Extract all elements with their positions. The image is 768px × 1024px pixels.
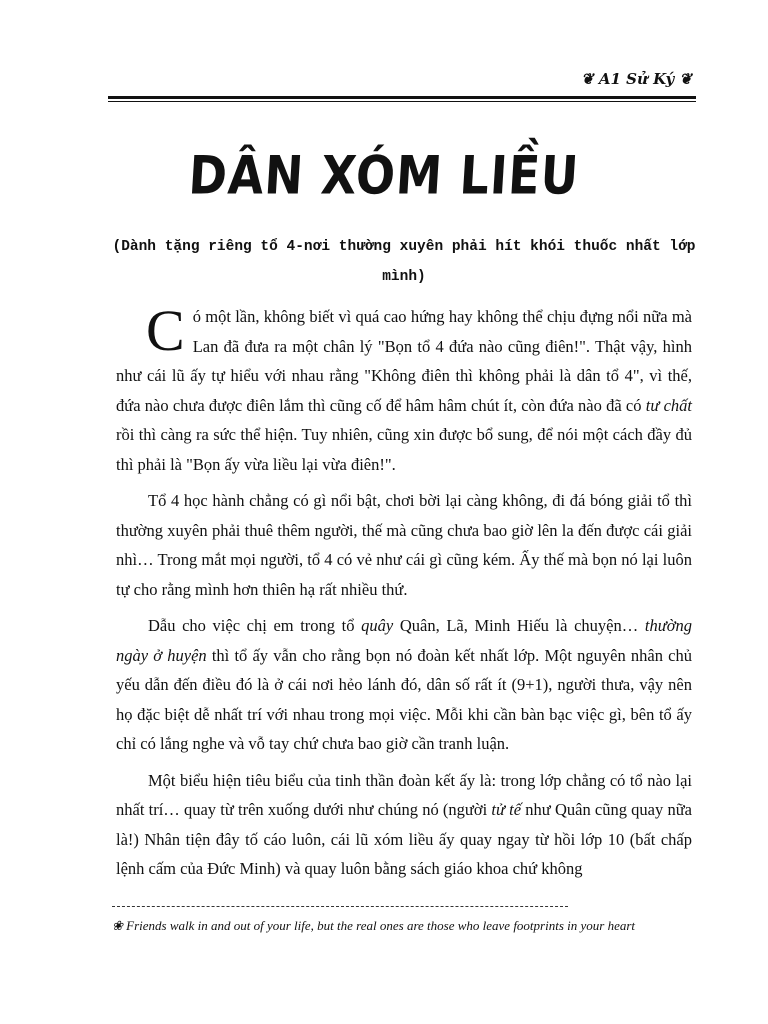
paragraph-3-text-b: Quân, Lã, Minh Hiếu là chuyện… [393,616,645,635]
paragraph-2-text: Tổ 4 học hành chẳng có gì nổi bật, chơi bời lại càng không, đi đá bóng giải tổ thì thường xuyên phải thuê thêm người, thế mà cũng chưa bao giờ lên la đến được cái giải nhì… Trong mắt mọi người, tổ 4 có vẻ như cái gì cũng kém. Ấy thế mà bọn nó lại luôn tự cho rằng mình hơn thiên hạ rất nhiều thứ. [116,491,692,599]
paragraph-1-text-b: rồi thì càng ra sức thể hiện. Tuy nhiên, cũng xin được bổ sung, để nói một cách đầy đủ thì phải là "Bọn ấy vừa liều lại vừa điên!". [116,425,692,474]
header-rule [108,96,696,102]
paragraph-4-text-b: như Quân cũng quay nữa là!) Nhân tiện đây tố cáo luôn, cái lũ xóm liều ấy quay ngay từ hồi lớp 10 (bất chấp lệnh cấm của Đức Minh) và quay luôn bằng sách giáo khoa chứ không [116,800,692,878]
footer-rule [112,906,568,907]
paragraph-3 [116,611,692,759]
page-title: DÂN XÓM LIỀU [186,143,581,207]
subtitle: (Dành tặng riêng tổ 4-nơi thường xuyên phải hít khói thuốc nhất lớp mình) [112,239,696,285]
header-tag: ❦ A1 Sử Ký ❦ [581,70,692,88]
paragraph-4 [116,766,692,884]
paragraph-1 [116,298,692,479]
paragraph-3-text-a: Dẫu cho việc chị em trong tổ [148,616,362,635]
paragraph-3-italic-2: thường ngày ở huyện [116,616,692,665]
paragraph-2 [116,486,692,604]
paragraph-1-text-a: ó một lần, không biết vì quá cao hứng hay không thể chịu đựng nổi nữa mà Lan đã đưa ra một chân lý "Bọn tổ 4 đứa nào cũng điên!". Thật vậy, hình như cái lũ ấy tự hiểu với nhau rằng "Không điên thì không phải là dân tổ 4", vì thế, đứa nào chưa được điên lắm thì cũng cố để hâm hâm chút ít, còn đứa nào đã có [116,307,692,415]
paragraph-3-italic-1: quây [361,616,394,635]
article-body [116,298,692,891]
footer-quote: ❀ Friends walk in and out of your life, but the real ones are those who leave footprints in your heart [112,918,636,933]
drop-cap: C [146,298,185,363]
paragraph-4-italic: tử tế [491,800,522,819]
paragraph-3-text-c: thì tổ ấy vẫn cho rằng bọn nó đoàn kết nhất lớp. Một nguyên nhân chủ yếu dẫn đến điều đó là ở cái nơi hẻo lánh đó, dân số rất ít (9+1), người thưa, vậy nên họ đặc biệt dễ nhất trí với nhau trong mọi việc. Mỗi khi cần bàn bạc việc gì, bên tổ ấy chỉ có lắng nghe và vỗ tay chứ chưa bao giờ cần tranh luận. [116,645,692,753]
paragraph-4-text-a: Một biểu hiện tiêu biểu của tinh thần đoàn kết ấy là: trong lớp chẳng có tổ nào lại nhất trí… quay từ trên xuống dưới như chúng nó (người [116,770,692,819]
paragraph-1-italic: tư chất [645,395,692,415]
